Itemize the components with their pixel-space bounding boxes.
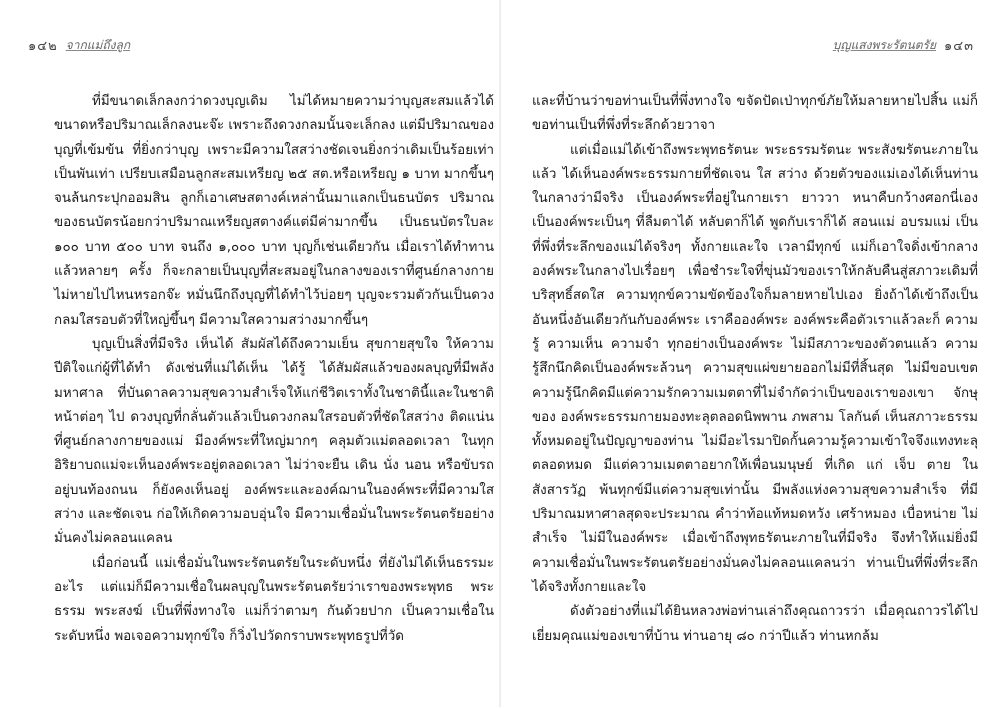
- paragraph: ที่มีขนาดเล็กลงกว่าดวงบุญเดิม ไม่ได้หมายความว่าบุญสะสมแล้วได้ขนาดหรือปริมาณเล็กลงนะจ๊ะ เพราะถึงดวงกลมนั้นจะเล็กลง แต่มีปริมาณของบุญที่เข้มข้น ที่ยิ่งกว่าบุญ เพราะมีความใสสว่างชัดเจนยิ่งกว่าเดิมเป็นร้อยเท่าเป็นพันเท่า เปรียบเสมือนลูกสะสมเหรียญ ๒๕ สต.หรือเหรียญ ๑ บาท มากขึ้นๆ จนล้นกระปุกออมสิน ลูกก็เอาเศษสตางค์เหล่านั้นมาแลกเป็นธนบัตร ปริมาณของธนบัตรน้อยกว่าปริมาณเหรียญสตางค์แต่มีค่ามากขึ้น เป็นธนบัตรใบละ ๑๐๐ บาท ๕๐๐ บาท จนถึง ๑,๐๐๐ บาท บุญก็เช่นเดียวกัน เมื่อเราได้ทำทานแล้วหลายๆ ครั้ง ก็จะกลายเป็นบุญที่สะสมอยู่ในกลางของเราที่ศูนย์กลางกาย ไม่หายไปไหนหรอกจ๊ะ หมั่นนึกถึงบุญที่ได้ทำไว้บ่อยๆ บุญจะรวมตัวกันเป็นดวงกลมใสรอบตัวที่ใหญ่ขึ้นๆ มีความใสความสว่างมากขึ้นๆ: [54, 94, 494, 328]
- right-page: [500, 0, 1000, 707]
- paragraph: เมื่อก่อนนี้ แม่เชื่อมั่นในพระรัตนตรัยในระดับหนึ่ง ที่ยังไม่ได้เห็นธรรมะอะไร แต่แม่ก็มีความเชื่อในผลบุญในพระรัตนตรัยว่าเราของพระพุทธ พระธรรม พระสงฆ์ เป็นที่พึ่งทางใจ แม่ก็ว่าตามๆ กันด้วยปาก เป็นความเชื่อในระดับหนึ่ง พอเจอความทุกข์ใจ ก็วิ่งไปวัดกราบพระพุทธรูปที่วัด: [54, 555, 494, 644]
- right-page-header: [833, 36, 974, 54]
- right-page-number: ๑๔๓: [944, 38, 974, 54]
- left-running-title: จากแม่ถึงลูก: [65, 37, 131, 52]
- left-page-number: ๑๔๒: [28, 38, 58, 54]
- paragraph: ดังตัวอย่างที่แม่ได้ยินหลวงพ่อท่านเล่าถึงคุณถาวรว่า เมื่อคุณถาวรได้ไปเยี่ยมคุณแม่ของเขาที่บ้าน ท่านอายุ ๘๐ กว่าปีแล้ว ท่านหกล้ม: [532, 604, 978, 644]
- left-page-header: [28, 36, 130, 54]
- paragraph: บุญเป็นสิ่งที่มีจริง เห็นได้ สัมผัสได้ถึงความเย็น สุขกายสุขใจ ให้ความปีติใจแก่ผู้ที่ได้ทำ ดังเช่นที่แม่ได้เห็น ได้รู้ ได้สัมผัสแล้วของผลบุญที่มีพลังมหาศาล ที่บันดาลความสุขความสำเร็จให้แก่ชีวิตเราทั้งในชาตินี้และในชาติหน้าต่อๆ ไป ดวงบุญที่กลั่นตัวแล้วเป็นดวงกลมใสรอบตัวที่ชัดใสสว่าง ติดแน่นที่ศูนย์กลางกายของแม่ มีองค์พระที่ใหญ่มากๆ คลุมตัวแม่ตลอดเวลา ในทุกอิริยาบถแม่จะเห็นองค์พระอยู่ตลอดเวลา ไม่ว่าจะยืน เดิน นั่ง นอน หรือขับรถอยู่บนท้องถนน ก็ยังคงเห็นอยู่ องค์พระและองค์ฌานในองค์พระที่มีความใส สว่าง และชัดเจน ก่อให้เกิดความอบอุ่นใจ มีความเชื่อมั่นในพระรัตนตรัยอย่างมั่นคงไม่คลอนแคลน: [54, 336, 494, 547]
- paragraph: และที่บ้านว่าขอท่านเป็นที่พึ่งทางใจ ขจัดปัดเป่าทุกข์ภัยให้มลายหายไปสิ้น แม่ก็ขอท่านเป็นที่พึ่งที่ระลึกด้วยวาจา: [532, 94, 978, 134]
- right-running-title: บุญแสงพระรัตนตรัย: [832, 37, 937, 52]
- left-body-text: [54, 90, 494, 649]
- paragraph: แต่เมื่อแม่ได้เข้าถึงพระพุทธรัตนะ พระธรรมรัตนะ พระสังฆรัตนะภายในแล้ว ได้เห็นองค์พระธรรมกายที่ชัดเจน ใส สว่าง ด้วยตัวของแม่เองได้เห็นท่านในกลางว่ามีจริง เป็นองค์พระที่อยู่ในกายเรา ยาววา หนาคืบกว้างศอกนี่เอง เป็นองค์พระเป็นๆ ที่ลืมตาได้ หลับตาก็ได้ พูดกับเราก็ได้ สอนแม่ อบรมแม่ เป็นที่พึ่งที่ระลึกของแม่ได้จริงๆ ทั้งกายและใจ เวลามีทุกข์ แม่ก็เอาใจดิ่งเข้ากลางองค์พระในกลางไปเรื่อยๆ เพื่อชำระใจที่ขุ่นมัวของเราให้กลับคืนสู่สภาวะเดิมที่บริสุทธิ์สดใส ความทุกข์ความขัดข้องใจก็มลายหายไปเอง ยิ่งถ้าได้เข้าถึงเป็นอันหนึ่งอันเดียวกันกับองค์พระ เราคือองค์พระ องค์พระคือตัวเราแล้วละก็ ความรู้ ความเห็น ความจำ ทุกอย่างเป็นองค์พระ ไม่มีสภาวะของตัวตนแล้ว ความรู้สึกนึกคิดเป็นองค์พระล้วนๆ ความสุขแผ่ขยายออกไม่มีที่สิ้นสุด ไม่มีขอบเขต ความรู้นึกคิดมีแต่ความรักความเมตตาที่ไม่จำกัดว่าเป็นของเราของเขา จักษุของ องค์พระธรรมกายมองทะลุตลอดนิพพาน ภพสาม โลกันต์ เห็นสภาวะธรรมทั้งหมดอยู่ในปัญญาของท่าน ไม่มีอะไรมาปิดกั้นความรู้ความเข้าใจจึงแทงทะลุตลอดหมด มีแต่ความเมตตาอยากให้เพื่อนมนุษย์ ที่เกิด แก่ เจ็บ ตาย ในสังสารวัฏ พ้นทุกข์มีแต่ความสุขเท่านั้น มีพลังแห่งความสุขความสำเร็จ ที่มีปริมาณมหาศาลสุดจะประมาณ คำว่าท้อแท้หมดหวัง เศร้าหมอง เบื่อหน่าย ไม่สำเร็จ ไม่มีในองค์พระ เมื่อเข้าถึงพุทธรัตนะภายในที่มีจริง จึงทำให้แม่ยิ่งมีความเชื่อมั่นในพระรัตนตรัยอย่างมั่นคงไม่คลอนแคลนว่า ท่านเป็นที่พึ่งที่ระลึกได้จริงทั้งกายและใจ: [532, 142, 978, 595]
- right-body-text: [532, 90, 978, 649]
